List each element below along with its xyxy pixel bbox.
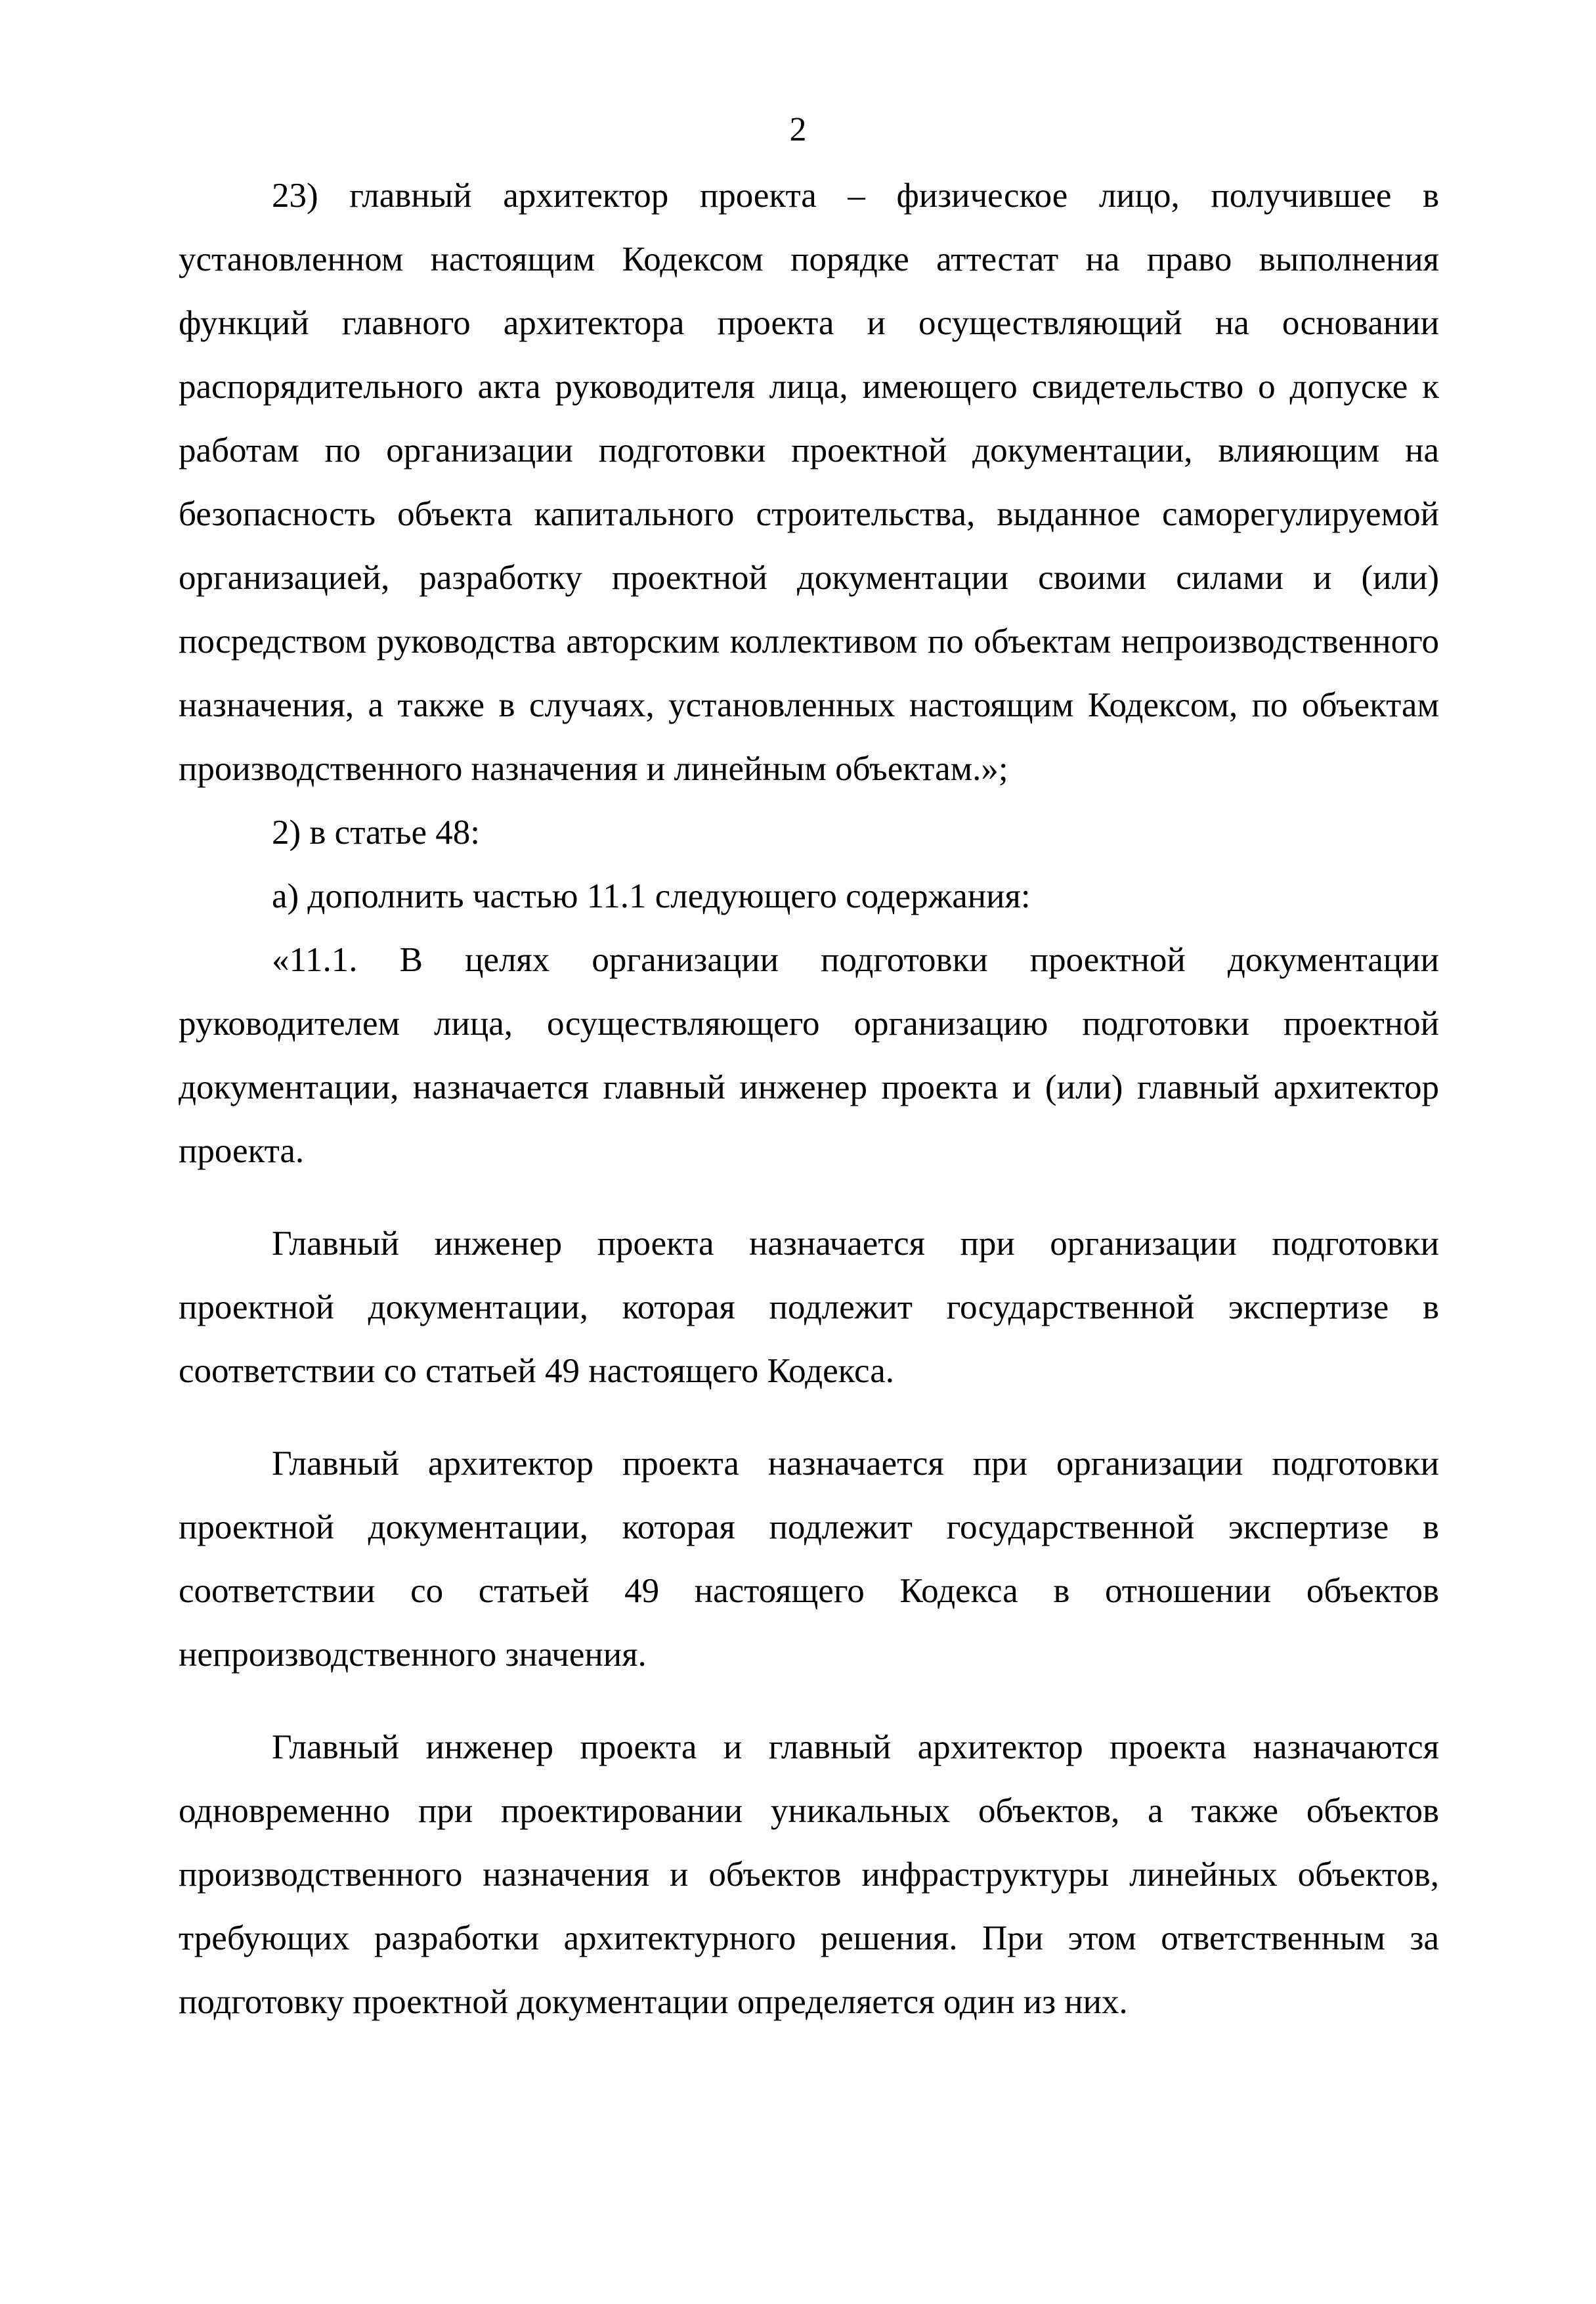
paragraph-article-48: 2) в статье 48: [272, 814, 480, 852]
paragraph-amendment-a: а) дополнить частью 11.1 следующего содержания: [272, 877, 1031, 915]
paragraph-part-11-1: «11.1. В целях организации подготовки проектной документации руководителем лица, осуществляющего организацию подготовки проектной документации, назначается главный инженер проекта и (или) главный архитектор проекта. [179, 941, 1439, 1170]
document-body [179, 164, 1439, 2034]
paragraph-chief-architect: Главный архитектор проекта назначается при организации подготовки проектной документации, которая подлежит государственной экспертизе в соответствии со статьей 49 настоящего Кодекса в отношении объектов непроизводственного значения. [179, 1445, 1439, 1674]
paragraph-chief-engineer: Главный инженер проекта назначается при организации подготовки проектной документации, которая подлежит государственной экспертизе в соответствии со статьей 49 настоящего Кодекса. [179, 1225, 1439, 1390]
paragraph-both-appointed: Главный инженер проекта и главный архитектор проекта назначаются одновременно при проектировании уникальных объектов, а также объектов производственного назначения и объектов инфраструктуры линейных объектов, требующих разработки архитектурного решения. При этом ответственным за подготовку проектной документации определяется один из них. [179, 1728, 1439, 2021]
page-number: 2 [789, 111, 807, 148]
paragraph-definition-23: 23) главный архитектор проекта – физическое лицо, получившее в установленном настоящим Кодексом порядке аттестат на право выполнения функций главного архитектора проекта и осуществляющий на основании распорядительного акта руководителя лица, имеющего свидетельство о допуске к работам по организации подготовки проектной документации, влияющим на безопасность объекта капитального строительства, выданное саморегулируемой организацией, разработку проектной документации своими силами и (или) посредством руководства авторским коллективом по объектам непроизводственного назначения, а также в случаях, установленных настоящим Кодексом, по объектам производственного назначения и линейным объектам.»; [179, 177, 1439, 788]
